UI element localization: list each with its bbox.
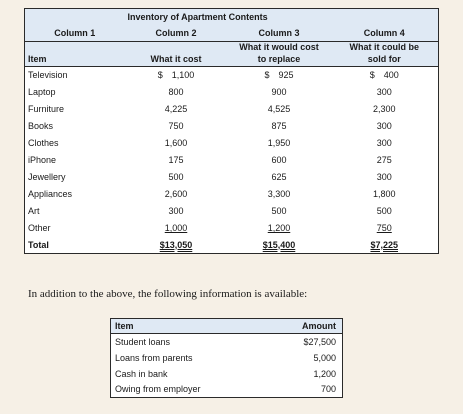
sold-header-line1: What it could be [331, 42, 439, 54]
replace-value: 1,200 [267, 223, 291, 234]
item-name: Jewellery [28, 172, 66, 183]
info-paragraph: In addition to the above, the following information is available: [28, 288, 308, 300]
sold-value: 750 [376, 223, 392, 234]
item-name: Books [28, 120, 54, 131]
sold-value: 500 [376, 206, 392, 217]
info-row [111, 334, 343, 350]
cost-value: 500 [168, 172, 184, 183]
sold-value: 400 [383, 69, 399, 80]
total-cost: $13,050 [159, 239, 193, 250]
info-row [111, 350, 343, 366]
sold-header-line2: sold for [331, 54, 439, 67]
replace-value: 925 [278, 69, 294, 80]
cost-value: 4,225 [164, 103, 188, 114]
currency-symbol: $ [369, 69, 375, 80]
total-label: Total [25, 237, 125, 253]
replace-value: 500 [271, 206, 287, 217]
inventory-title: Inventory of Apartment Contents [125, 9, 331, 27]
inventory-row [25, 118, 439, 135]
currency-symbol: $ [157, 69, 163, 80]
info-row [111, 382, 343, 398]
inventory-row [25, 203, 439, 220]
inventory-row [25, 101, 439, 118]
column-4-header: Column 4 [331, 27, 439, 42]
item-name: Other [28, 223, 51, 234]
sold-value: 300 [376, 86, 392, 97]
item-name: Television [28, 69, 68, 80]
total-replace: $15,400 [262, 239, 296, 250]
info-amount: 1,200 [256, 366, 343, 382]
info-table [110, 318, 343, 398]
sold-value: 1,800 [372, 189, 396, 200]
info-amount-header: Amount [256, 319, 343, 334]
replace-header-line2: to replace [228, 54, 331, 67]
cost-value: 300 [168, 206, 184, 217]
total-row [25, 237, 439, 253]
replace-value: 3,300 [267, 189, 291, 200]
info-item: Owing from employer [111, 382, 256, 398]
column-1-header: Column 1 [25, 27, 125, 42]
cost-value: 1,100 [171, 69, 195, 80]
info-amount: $27,500 [256, 334, 343, 350]
info-item: Cash in bank [111, 366, 256, 382]
item-name: Art [28, 206, 40, 217]
info-amount: 5,000 [256, 350, 343, 366]
item-header: Item [25, 54, 125, 67]
cost-value: 175 [168, 154, 184, 165]
info-amount: 700 [256, 382, 343, 398]
inventory-row [25, 186, 439, 203]
total-sold: $7,225 [370, 239, 399, 250]
column-2-header: Column 2 [125, 27, 228, 42]
replace-value: 1,950 [267, 137, 291, 148]
inventory-row [25, 220, 439, 237]
sold-value: 300 [376, 137, 392, 148]
sold-value: 275 [376, 154, 392, 165]
inventory-row [25, 67, 439, 84]
replace-header-line1: What it would cost [228, 42, 331, 54]
inventory-row [25, 152, 439, 169]
sold-value: 300 [376, 172, 392, 183]
item-name: iPhone [28, 154, 57, 165]
info-item: Loans from parents [111, 350, 256, 366]
cost-value: 1,600 [164, 137, 188, 148]
item-name: Clothes [28, 137, 59, 148]
inventory-row [25, 169, 439, 186]
info-row [111, 366, 343, 382]
cost-header: What it cost [125, 54, 228, 67]
item-name: Laptop [28, 86, 56, 97]
column-3-header: Column 3 [228, 27, 331, 42]
sold-value: 2,300 [372, 103, 396, 114]
replace-value: 600 [271, 154, 287, 165]
cost-value: 750 [168, 120, 184, 131]
item-name: Furniture [28, 103, 65, 114]
cost-value: 800 [168, 86, 184, 97]
replace-value: 4,525 [267, 103, 291, 114]
cost-value: 1,000 [164, 223, 188, 234]
replace-value: 875 [271, 120, 287, 131]
inventory-table [24, 8, 439, 254]
replace-value: 625 [271, 172, 287, 183]
replace-value: 900 [271, 86, 287, 97]
info-item-header: Item [111, 319, 256, 334]
cost-value: 2,600 [164, 189, 188, 200]
inventory-row [25, 84, 439, 101]
sold-value: 300 [376, 120, 392, 131]
info-item: Student loans [111, 334, 256, 350]
item-name: Appliances [28, 189, 73, 200]
inventory-row [25, 135, 439, 152]
currency-symbol: $ [264, 69, 270, 80]
